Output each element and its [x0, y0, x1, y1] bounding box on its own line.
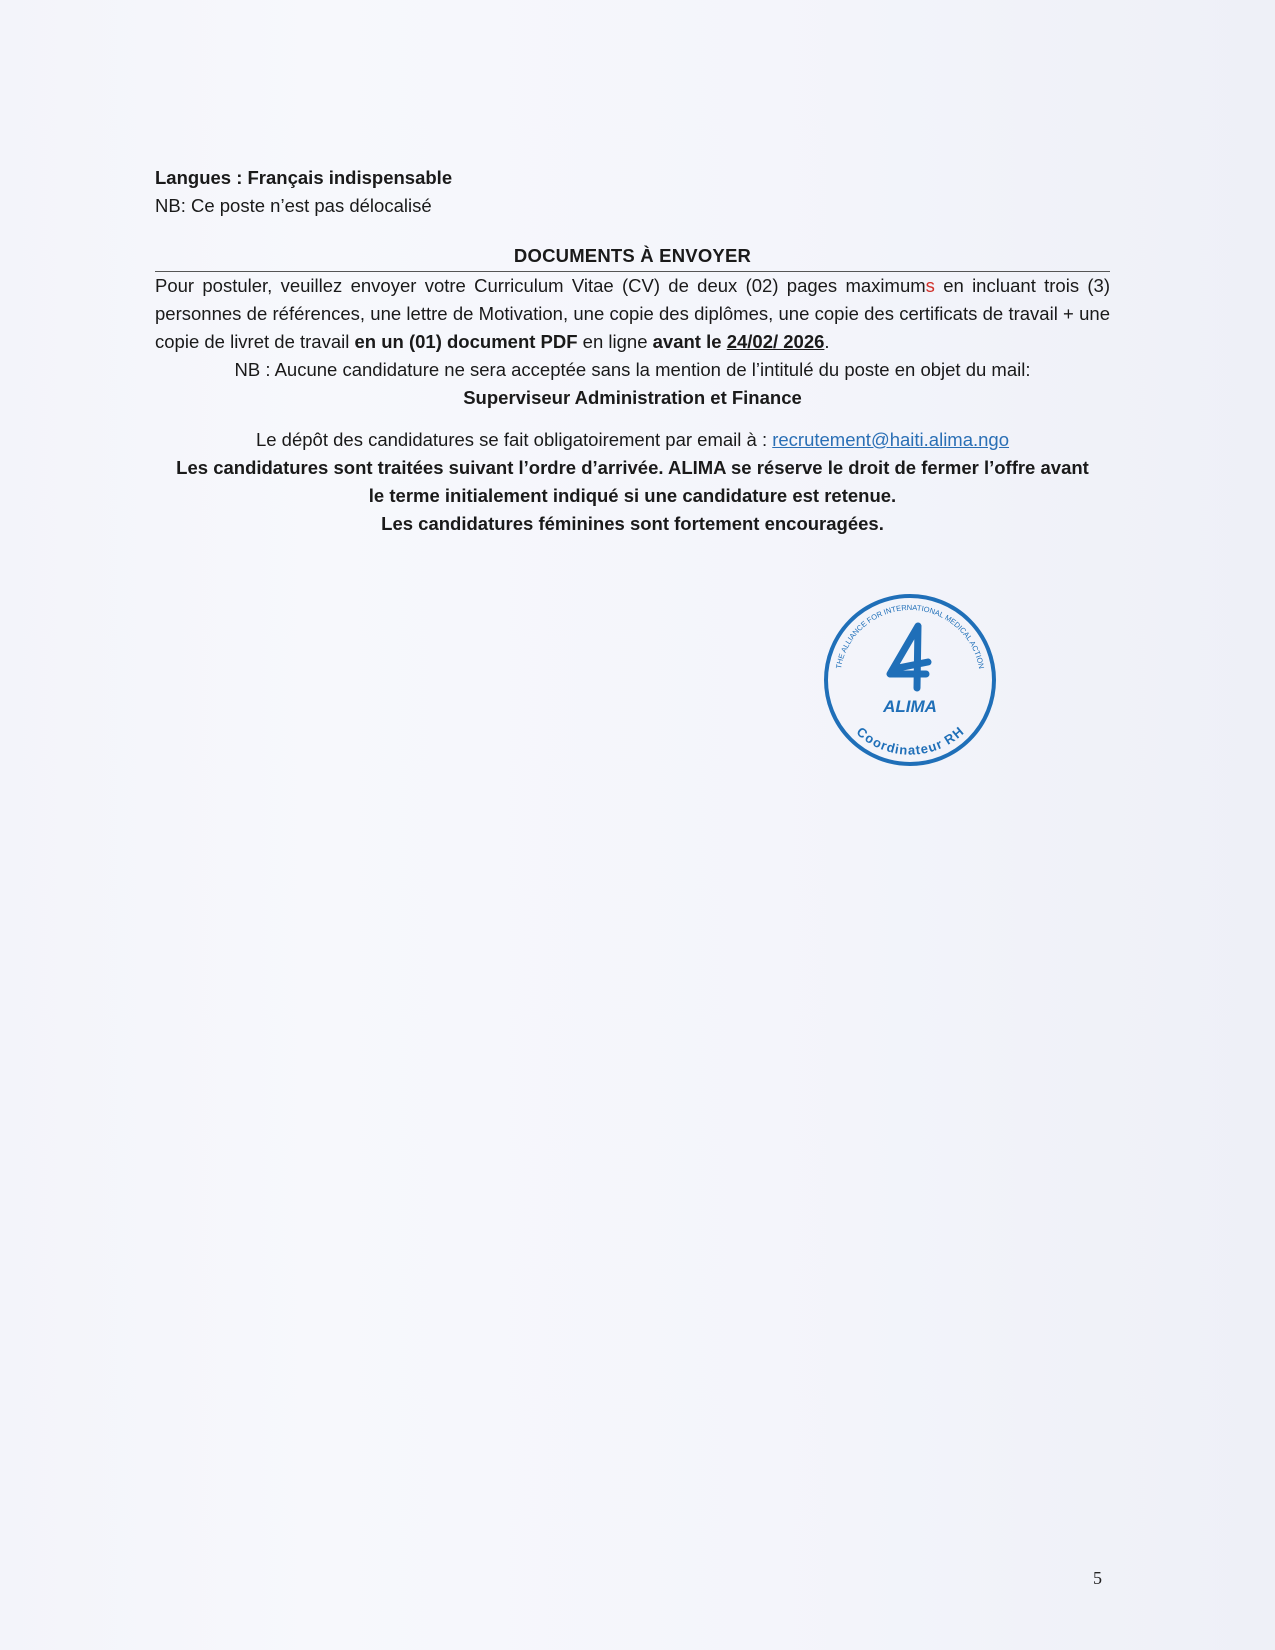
apply-end: . — [824, 331, 830, 352]
alima-logo-icon — [890, 626, 928, 688]
position-title: Superviseur Administration et Finance — [463, 387, 802, 408]
apply-pdf-requirement: en un (01) document PDF — [354, 331, 578, 352]
apply-red-s: s — [925, 275, 935, 296]
stamp-ring-text: THE ALLIANCE FOR INTERNATIONAL MEDICAL ACTION — [833, 603, 987, 670]
email-link[interactable]: recrutement@haiti.alima.ngo — [772, 429, 1010, 450]
alima-stamp — [822, 592, 998, 768]
relocation-note: NB: Ce poste n’est pas délocalisé — [155, 195, 432, 216]
document-content — [155, 164, 1110, 538]
subject-note: NB : Aucune candidature ne sera acceptée sans la mention de l’intitulé du poste en objet du mail: — [234, 359, 1031, 380]
section-heading: DOCUMENTS À ENVOYER — [155, 242, 1110, 272]
apply-text-3: en ligne — [577, 331, 653, 352]
stamp-role-text: Coordinateur RH — [853, 723, 967, 758]
stamp-outer-ring — [826, 596, 994, 764]
apply-text-2: en incluant trois (3) personnes de références, une lettre de Motivation, une copie des diplômes, une copie des certificats de travail + une copie de livret de travail — [155, 275, 1110, 352]
email-line-prefix: Le dépôt des candidatures se fait obligatoirement par email à : — [255, 429, 773, 450]
apply-text-1: Pour postuler, veuillez envoyer votre Curriculum Vitae (CV) de deux (02) pages maximum — [155, 275, 926, 296]
page-number: 5 — [1093, 1568, 1102, 1588]
email-line — [155, 426, 1110, 454]
processing-notice: Les candidatures sont traitées suivant l’ordre d’arrivée. ALIMA se réserve le droit de fermer l’offre avant le terme initialement indiqué si une candidature est retenue. — [176, 457, 1089, 506]
women-encouraged-notice: Les candidatures féminines sont fortement encouragées. — [381, 513, 884, 534]
apply-before-label: avant le — [652, 331, 727, 352]
application-paragraph — [155, 272, 1110, 356]
languages-line: Langues : Français indispensable — [155, 167, 453, 188]
stamp-logo-text: ALIMA — [883, 697, 937, 716]
deadline-date: 24/02/ 2026 — [726, 331, 825, 352]
